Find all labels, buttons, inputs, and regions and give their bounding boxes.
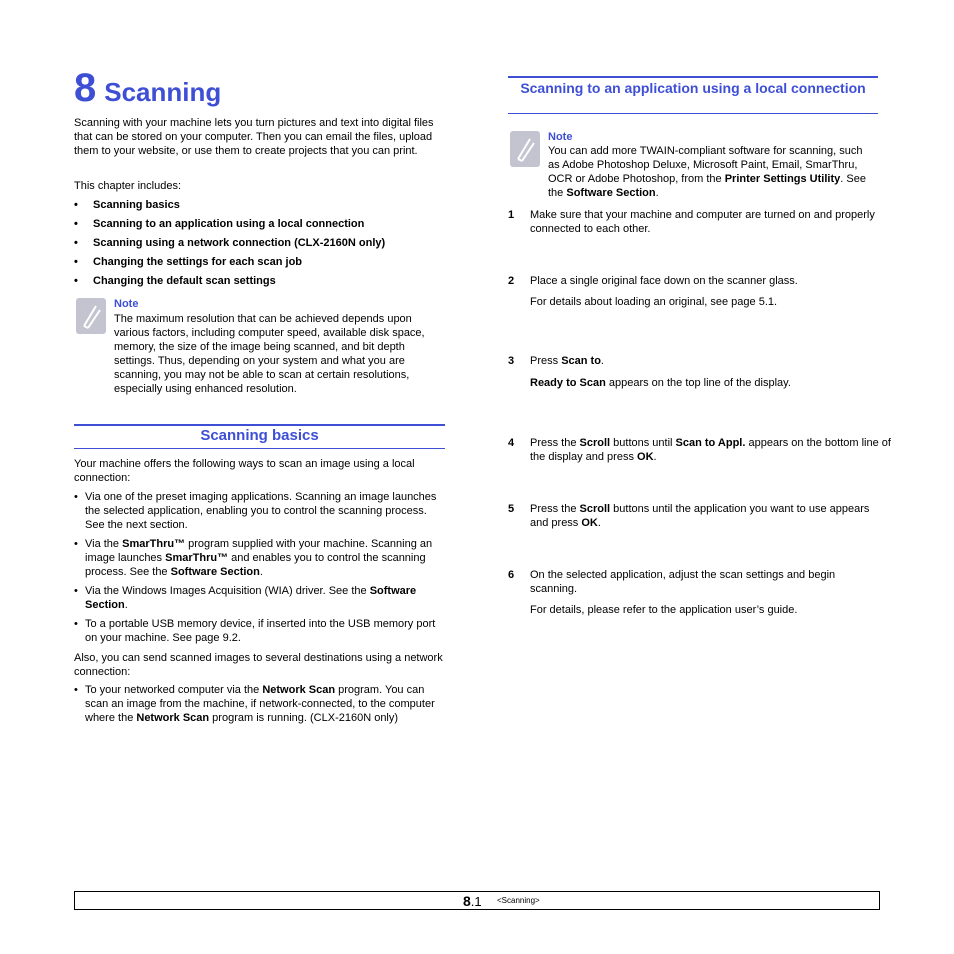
chapter-number: 8 xyxy=(74,66,97,110)
text: Via the xyxy=(85,538,123,550)
keyword: OK xyxy=(637,451,654,463)
text: buttons until the application you want to use appears and press xyxy=(530,503,870,529)
step-text: Place a single original face down on the scanner glass. xyxy=(530,275,798,287)
list-item xyxy=(74,617,446,645)
keyword: Software Section xyxy=(566,187,656,199)
text: Press the xyxy=(530,503,580,515)
step-subtext: For details, please refer to the application user’s guide. xyxy=(530,604,798,616)
keyword: Software Section xyxy=(170,566,260,578)
list-item xyxy=(74,537,446,579)
step-2 xyxy=(508,274,880,309)
text: . xyxy=(653,451,657,463)
page-number-minor: .1 xyxy=(470,894,482,909)
step-number: 3 xyxy=(508,355,515,367)
includes-label: This chapter includes: xyxy=(74,180,181,192)
text: . xyxy=(655,187,659,199)
text: program. You can scan an image from the machine, if network-connected, to the computer where the xyxy=(85,684,435,724)
list-item xyxy=(74,683,446,725)
list-item xyxy=(74,490,446,532)
text: To your networked computer via the xyxy=(85,684,263,696)
chapter-toc xyxy=(74,198,446,293)
text: appears on the top line of the display. xyxy=(605,377,791,389)
keyword: Scroll xyxy=(579,503,611,515)
text: . See the xyxy=(548,173,866,199)
step-subtext xyxy=(530,376,880,390)
keyword: SmarThru™ xyxy=(122,538,186,550)
intro-paragraph: Scanning with your machine lets you turn pictures and text into digital files that can be stored on your computer. Then you can email the files, upload them to your website, or use them to create projects that you can print. xyxy=(74,117,434,157)
text: buttons until xyxy=(610,437,676,449)
note-label: Note xyxy=(548,131,573,143)
text: . xyxy=(259,566,263,578)
chapter-heading: Scanning xyxy=(104,77,222,107)
step-6 xyxy=(508,568,880,617)
step-4 xyxy=(508,436,900,464)
step-text: Make sure that your machine and computer are turned on and properly connected to each other. xyxy=(530,209,875,235)
step-text: On the selected application, adjust the scan settings and begin scanning. xyxy=(530,569,836,595)
list-item-text: Via one of the preset imaging applications. Scanning an image launches the selected application, enabling you to control the scanning process. See the next section. xyxy=(85,491,437,531)
step-number: 5 xyxy=(508,503,515,515)
section-heading-text: Scanning basics xyxy=(200,427,319,444)
text: You can add more TWAIN-compliant software for scanning, such as Adobe Photoshop Deluxe, Microsoft Paint, Email, SmarThru, OCR or Adobe Photoshop, from the xyxy=(548,145,863,185)
keyword: Network Scan xyxy=(136,712,210,724)
basics-also: Also, you can send scanned images to several destinations using a network connection: xyxy=(74,652,443,678)
toc-item[interactable]: • Changing the default scan settings xyxy=(74,274,446,288)
keyword: Ready to Scan xyxy=(530,377,606,389)
step-number: 4 xyxy=(508,437,515,449)
section-heading-scanning-basics xyxy=(74,424,445,449)
text: program supplied with your machine. Scanning an image launches xyxy=(85,538,433,564)
keyword: Software Section xyxy=(85,585,417,611)
note-icon xyxy=(510,131,540,167)
page-number-major: 8 xyxy=(463,893,471,909)
toc-item[interactable]: • Changing the settings for each scan job xyxy=(74,255,446,269)
chapter-title xyxy=(74,66,221,110)
keyword: SmarThru™ xyxy=(165,552,229,564)
list-item xyxy=(74,584,446,612)
footer-label: <Scanning> xyxy=(497,896,540,905)
note-text xyxy=(548,144,868,200)
note-label: Note xyxy=(114,298,139,310)
step-number: 1 xyxy=(508,209,515,221)
text: and enables you to control the scanning process. See the xyxy=(85,552,426,578)
section-heading-text: Scanning to an application using a local connection xyxy=(520,80,866,96)
keyword: Scroll xyxy=(579,437,611,449)
keyword: Scan to xyxy=(561,355,601,367)
text: Press the xyxy=(530,437,580,449)
text: Press xyxy=(530,355,562,367)
keyword: Printer Settings Utility xyxy=(724,173,841,185)
text: . xyxy=(124,599,128,611)
keyword: OK xyxy=(581,517,598,529)
text: Via the Windows Images Acquisition (WIA) driver. See the xyxy=(85,585,370,597)
text: program is running. (CLX-2160N only) xyxy=(209,712,399,724)
text: . xyxy=(597,517,601,529)
note-icon xyxy=(76,298,106,334)
step-text xyxy=(530,502,880,530)
step-text xyxy=(530,354,880,368)
step-text xyxy=(530,436,900,464)
basics-list xyxy=(74,490,446,650)
page-footer xyxy=(74,891,880,910)
note-text: The maximum resolution that can be achieved depends upon various factors, including computer speed, available disk space, memory, the size of the image being scanned, and bit depth settings. Thus, depending on your system and what you are scanning, you may not be able to scan at certain resolutions, especially using enhanced resolution. xyxy=(114,313,425,395)
network-list xyxy=(74,683,446,730)
toc-item[interactable]: • Scanning using a network connection (CLX-2160N only) xyxy=(74,236,446,250)
basics-intro: Your machine offers the following ways to scan an image using a local connection: xyxy=(74,458,415,484)
step-3 xyxy=(508,354,880,390)
toc-item[interactable]: • Scanning basics xyxy=(74,198,446,212)
step-1 xyxy=(508,208,880,236)
list-item-text: To a portable USB memory device, if inserted into the USB memory port on your machine. See page 9.2. xyxy=(85,618,436,644)
text: . xyxy=(600,355,604,367)
step-number: 6 xyxy=(508,569,515,581)
keyword: Network Scan xyxy=(262,684,336,696)
keyword: Scan to Appl. xyxy=(675,437,746,449)
step-number: 2 xyxy=(508,275,515,287)
page-number xyxy=(463,893,482,909)
step-5 xyxy=(508,502,880,530)
section-heading-local-connection xyxy=(508,76,878,114)
step-subtext: For details about loading an original, see page 5.1. xyxy=(530,296,778,308)
text: appears on the bottom line of the display and press xyxy=(530,437,891,463)
toc-item[interactable]: • Scanning to an application using a local connection xyxy=(74,217,446,231)
